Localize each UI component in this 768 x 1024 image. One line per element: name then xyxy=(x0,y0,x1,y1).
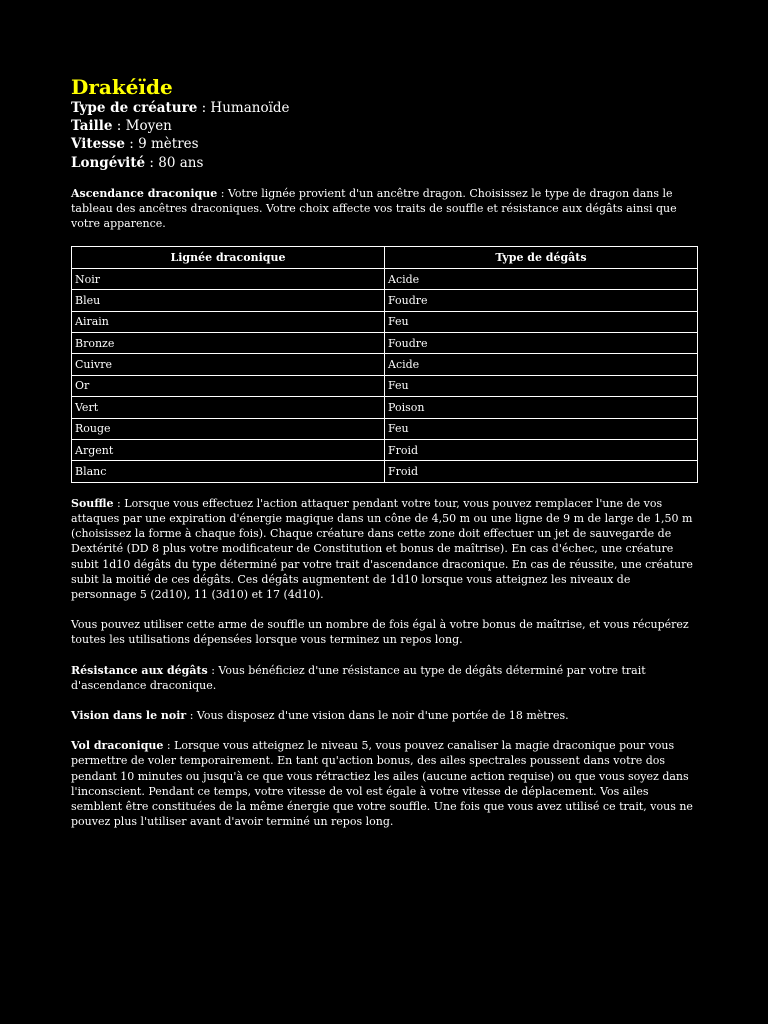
table-row xyxy=(72,461,698,482)
column-header-damage-type: Type de dégâts xyxy=(385,247,698,268)
damage-type-cell: Feu xyxy=(385,418,698,439)
section-text: : Vous bénéficiez d'une résistance au type de dégâts déterminé par votre trait d'ascendance draconique. xyxy=(71,663,646,692)
table-row xyxy=(72,268,698,289)
damage-type-cell: Acide xyxy=(385,354,698,375)
stat-label: Taille xyxy=(71,118,113,135)
section-text: : Lorsque vous atteignez le niveau 5, vous pouvez canaliser la magie draconique pour vous permettre de voler temporairement. En tant qu'action bonus, des ailes spectrales poussent dans votre dos pendant 10 minutes ou jusqu'à ce que vous rétractiez les ailes (aucune action requise) ou que vous soyez dans l'inconscient. Pendant ce temps, votre vitesse de vol est égale à votre vitesse de déplacement. Vos ailes semblent être constituées de la même énergie que votre souffle. Une fois que vous avez utilisé ce trait, vous ne pouvez plus l'utiliser avant d'avoir terminé un repos long. xyxy=(71,739,693,829)
damage-type-cell: Froid xyxy=(385,461,698,482)
table-row xyxy=(72,354,698,375)
column-header-lineage: Lignée draconique xyxy=(72,247,385,268)
section-text: : Lorsque vous effectuez l'action attaquer pendant votre tour, vous pouvez remplacer l'une de vos attaques par une expiration d'énergie magique dans un cône de 4,50 m ou une ligne de 9 m de large de 1,50 m (choisissez la forme à chaque fois). Chaque créature dans cette zone doit effectuer un jet de sauvegarde de Dextérité (DD 8 plus votre modificateur de Constitution et bonus de maîtrise). En cas d'échec, une créature subit 1d10 dégâts du type déterminé par votre trait d'ascendance draconique. En cas de réussite, une créature subit la moitié de ces dégâts. Ces dégâts augmentent de 1d10 lorsque vous atteignez les niveaux de personnage 5 (2d10), 11 (3d10) et 17 (4d10). xyxy=(71,496,693,601)
lineage-cell: Noir xyxy=(72,268,385,289)
lineage-cell: Cuivre xyxy=(72,354,385,375)
table-row xyxy=(72,332,698,353)
section-ascendance xyxy=(71,186,697,232)
section-souffle xyxy=(71,496,697,602)
page-title: Drakéïde xyxy=(71,75,173,99)
lineage-cell: Or xyxy=(72,375,385,396)
stat-value: : Humanoïde xyxy=(197,100,290,116)
section-text: : Votre lignée provient d'un ancêtre dragon. Choisissez le type de dragon dans le tableau des ancêtres draconiques. Votre choix affecte vos traits de souffle et résistance aux dégâts ainsi que votre apparence. xyxy=(71,186,677,231)
draconic-lineage-table xyxy=(71,246,698,482)
damage-type-cell: Foudre xyxy=(385,290,698,311)
damage-type-cell: Feu xyxy=(385,311,698,332)
lineage-cell: Bleu xyxy=(72,290,385,311)
stat-value: : 9 mètres xyxy=(124,136,199,153)
section-label: Vol draconique xyxy=(71,739,164,753)
section-label: Ascendance draconique xyxy=(71,186,218,200)
stat-value: : Moyen xyxy=(112,118,172,135)
stat-label: Vitesse xyxy=(71,136,125,153)
stat-value: : 80 ans xyxy=(145,154,204,171)
table-row xyxy=(72,397,698,418)
section-darkvision xyxy=(71,708,697,723)
section-label: Souffle xyxy=(71,496,114,510)
stat-size xyxy=(71,117,697,135)
stat-label: Type de créature xyxy=(71,100,198,116)
section-resistance xyxy=(71,663,697,693)
stat-block xyxy=(71,99,697,172)
table-row xyxy=(72,439,698,460)
lineage-cell: Vert xyxy=(72,397,385,418)
section-label: Vision dans le noir xyxy=(71,708,187,722)
table-row xyxy=(72,311,698,332)
table-row xyxy=(72,418,698,439)
lineage-cell: Blanc xyxy=(72,461,385,482)
section-text: Vous pouvez utiliser cette arme de souffle un nombre de fois égal à votre bonus de maîtrise, et vous récupérez toutes les utilisations dépensées lorsque vous terminez un repos long. xyxy=(71,618,689,647)
damage-type-cell: Foudre xyxy=(385,332,698,353)
damage-type-cell: Froid xyxy=(385,439,698,460)
section-label: Résistance aux dégâts xyxy=(71,663,208,677)
table-header-row xyxy=(72,247,698,268)
damage-type-cell: Feu xyxy=(385,375,698,396)
stat-speed xyxy=(71,135,697,153)
lineage-cell: Bronze xyxy=(72,332,385,353)
section-souffle-usage xyxy=(71,617,697,647)
stat-longevity xyxy=(71,154,697,172)
lineage-cell: Rouge xyxy=(72,418,385,439)
section-draconic-flight xyxy=(71,738,697,829)
damage-type-cell: Acide xyxy=(385,268,698,289)
lineage-cell: Argent xyxy=(72,439,385,460)
stat-creature-type xyxy=(71,99,697,117)
table-row xyxy=(72,290,698,311)
table-row xyxy=(72,375,698,396)
stat-label: Longévité xyxy=(71,154,146,171)
damage-type-cell: Poison xyxy=(385,397,698,418)
lineage-cell: Airain xyxy=(72,311,385,332)
section-text: : Vous disposez d'une vision dans le noir d'une portée de 18 mètres. xyxy=(186,708,569,722)
